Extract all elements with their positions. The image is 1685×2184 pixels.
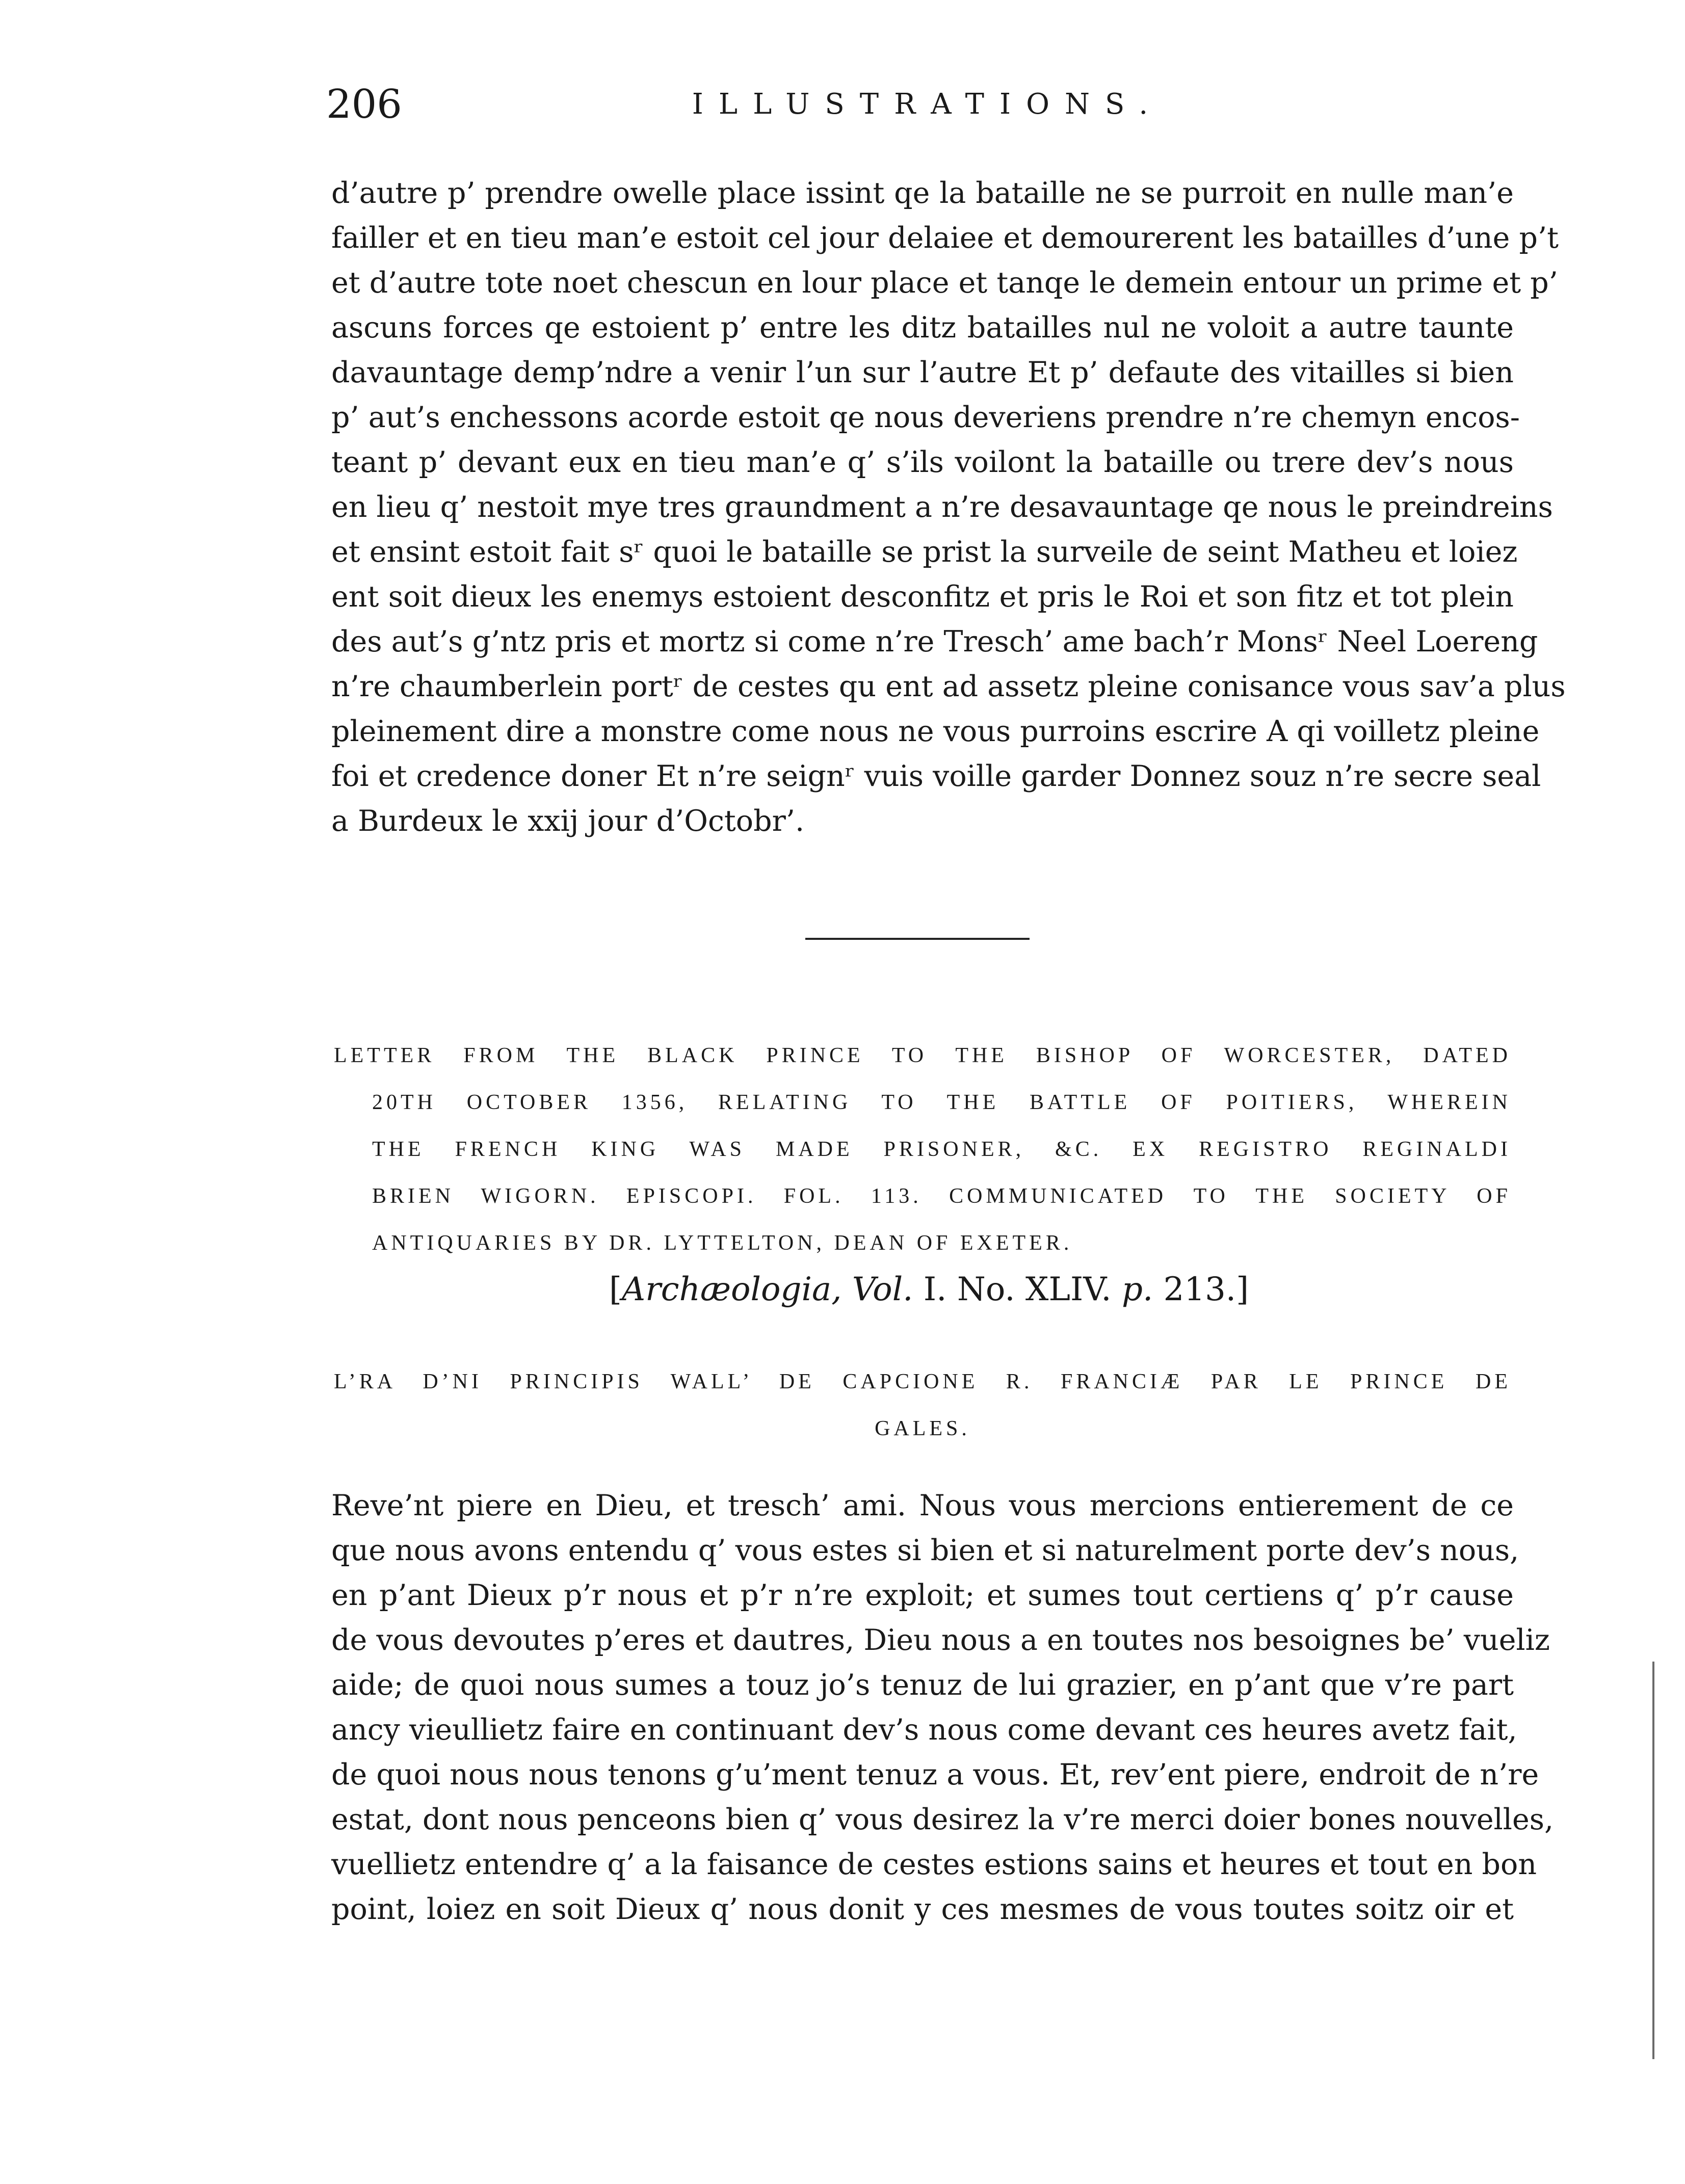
heading-line: 20TH OCTOBER 1356, RELATING TO THE BATTLE OF POITIERS, WHEREIN	[372, 1091, 1511, 1114]
text-line: a Burdeux le xxij jour d’Octobr’.	[331, 804, 805, 838]
citation-bracket: [	[609, 1271, 622, 1308]
text-line: en lieu q’ nestoit mye tres graundment a n’re desavauntage qe nous le preindreins	[331, 490, 1553, 524]
heading-line: LETTER FROM THE BLACK PRINCE TO THE BISHOP OF WORCESTER, DATED	[334, 1044, 1511, 1067]
letter-title	[334, 1358, 1511, 1452]
text-line: et ensint estoit fait sʳ quoi le bataille se prist la surveile de seint Matheu et loiez	[331, 535, 1518, 569]
citation-journal: Archæologia,	[621, 1271, 842, 1308]
citation-volume-label: Vol.	[852, 1271, 913, 1308]
text-line: teant p’ devant eux en tieu man’e q’ s’ils voilont la bataille ou trere dev’s nous	[331, 445, 1514, 479]
citation-page-label: p.	[1121, 1271, 1153, 1308]
running-title: ILLUSTRATIONS.	[692, 88, 1164, 121]
text-line: foi et credence doner Et n’re seignʳ vuis voille garder Donnez souz n’re secre seal	[331, 759, 1541, 793]
text-line: et d’autre tote noet chescun en lour place et tanqe le demein entour un prime et p’	[331, 266, 1558, 300]
text-line: failler et en tieu man’e estoit cel jour delaiee et demourerent les batailles d’une p’t	[331, 221, 1559, 255]
text-line: ascuns forces qe estoient p’ entre les ditz batailles nul ne voloit a autre taunte	[331, 311, 1514, 345]
page-header	[326, 76, 1514, 133]
citation-page: 213.]	[1153, 1271, 1249, 1308]
heading-line: BRIEN WIGORN. EPISCOPI. FOL. 113. COMMUNICATED TO THE SOCIETY OF	[372, 1185, 1511, 1208]
text-line: aide; de quoi nous sumes a touz jo’s tenuz de lui grazier, en p’ant que v’re part	[331, 1668, 1514, 1702]
text-line: pleinement dire a monstre come nous ne vous purroins escrire A qi voilletz pleine	[331, 715, 1540, 748]
letter-heading	[334, 1032, 1511, 1267]
text-line: point, loiez en soit Dieux q’ nous donit y ces mesmes de vous toutes soitz oir et	[331, 1892, 1514, 1926]
text-line: en p’ant Dieux p’r nous et p’r n’re exploit; et sumes tout certiens q’ p’r cause	[331, 1578, 1514, 1612]
text-line: p’ aut’s enchessons acorde estoit qe nous deveriens prendre n’re chemyn encos-	[331, 401, 1520, 434]
page-edge-shadow	[1652, 1662, 1654, 2059]
heading-line: GALES.	[875, 1417, 970, 1440]
heading-line: L’RA D’NI PRINCIPIS WALL’ DE CAPCIONE R. FRANCIÆ PAR LE PRINCE DE	[334, 1370, 1511, 1393]
text-line: n’re chaumberlein portʳ de cestes qu ent ad assetz pleine conisance vous sav’a plus	[331, 670, 1566, 703]
text-line: estat, dont nous penceons bien q’ vous desirez la v’re merci doier bones nouvelles,	[331, 1803, 1554, 1836]
section-divider	[805, 938, 1030, 940]
text-line: des aut’s g’ntz pris et mortz si come n’re Tresch’ ame bach’r Monsʳ Neel Loereng	[331, 625, 1538, 659]
text-line: vuellietz entendre q’ a la faisance de cestes estions sains et heures et tout en bon	[331, 1848, 1537, 1881]
citation-volume: I. No. XLIV.	[913, 1271, 1122, 1308]
text-line: de vous devoutes p’eres et dautres, Dieu nous a en toutes nos besoignes be’ vueliz	[331, 1623, 1550, 1657]
text-line: Reve’nt piere en Dieu, et tresch’ ami. Nous vous mercions entierement de ce	[331, 1489, 1514, 1522]
passage-two	[331, 1483, 1554, 1932]
heading-line: ANTIQUARIES BY DR. LYTTELTON, DEAN OF EXETER.	[372, 1231, 1073, 1255]
text-line: ent soit dieux les enemys estoient desconfitz et pris le Roi et son fitz et tot plein	[331, 580, 1514, 614]
text-line: de quoi nous nous tenons g’u’ment tenuz a vous. Et, rev’ent piere, endroit de n’re	[331, 1758, 1539, 1792]
text-line: davauntage demp’ndre a venir l’un sur l’autre Et p’ defaute des vitailles si bien	[331, 356, 1514, 389]
passage-one	[331, 171, 1566, 844]
text-line: d’autre p’ prendre owelle place issint qe la bataille ne se purroit en nulle man’e	[331, 176, 1514, 210]
text-line: que nous avons entendu q’ vous estes si bien et si naturelment porte dev’s nous,	[331, 1534, 1519, 1567]
text-line: ancy vieullietz faire en continuant dev’s nous come devant ces heures avetz fait,	[331, 1713, 1517, 1747]
heading-line: THE FRENCH KING WAS MADE PRISONER, &C. EX REGISTRO REGINALDI	[372, 1138, 1511, 1161]
page-number: 206	[326, 82, 402, 127]
citation	[609, 1264, 1249, 1315]
